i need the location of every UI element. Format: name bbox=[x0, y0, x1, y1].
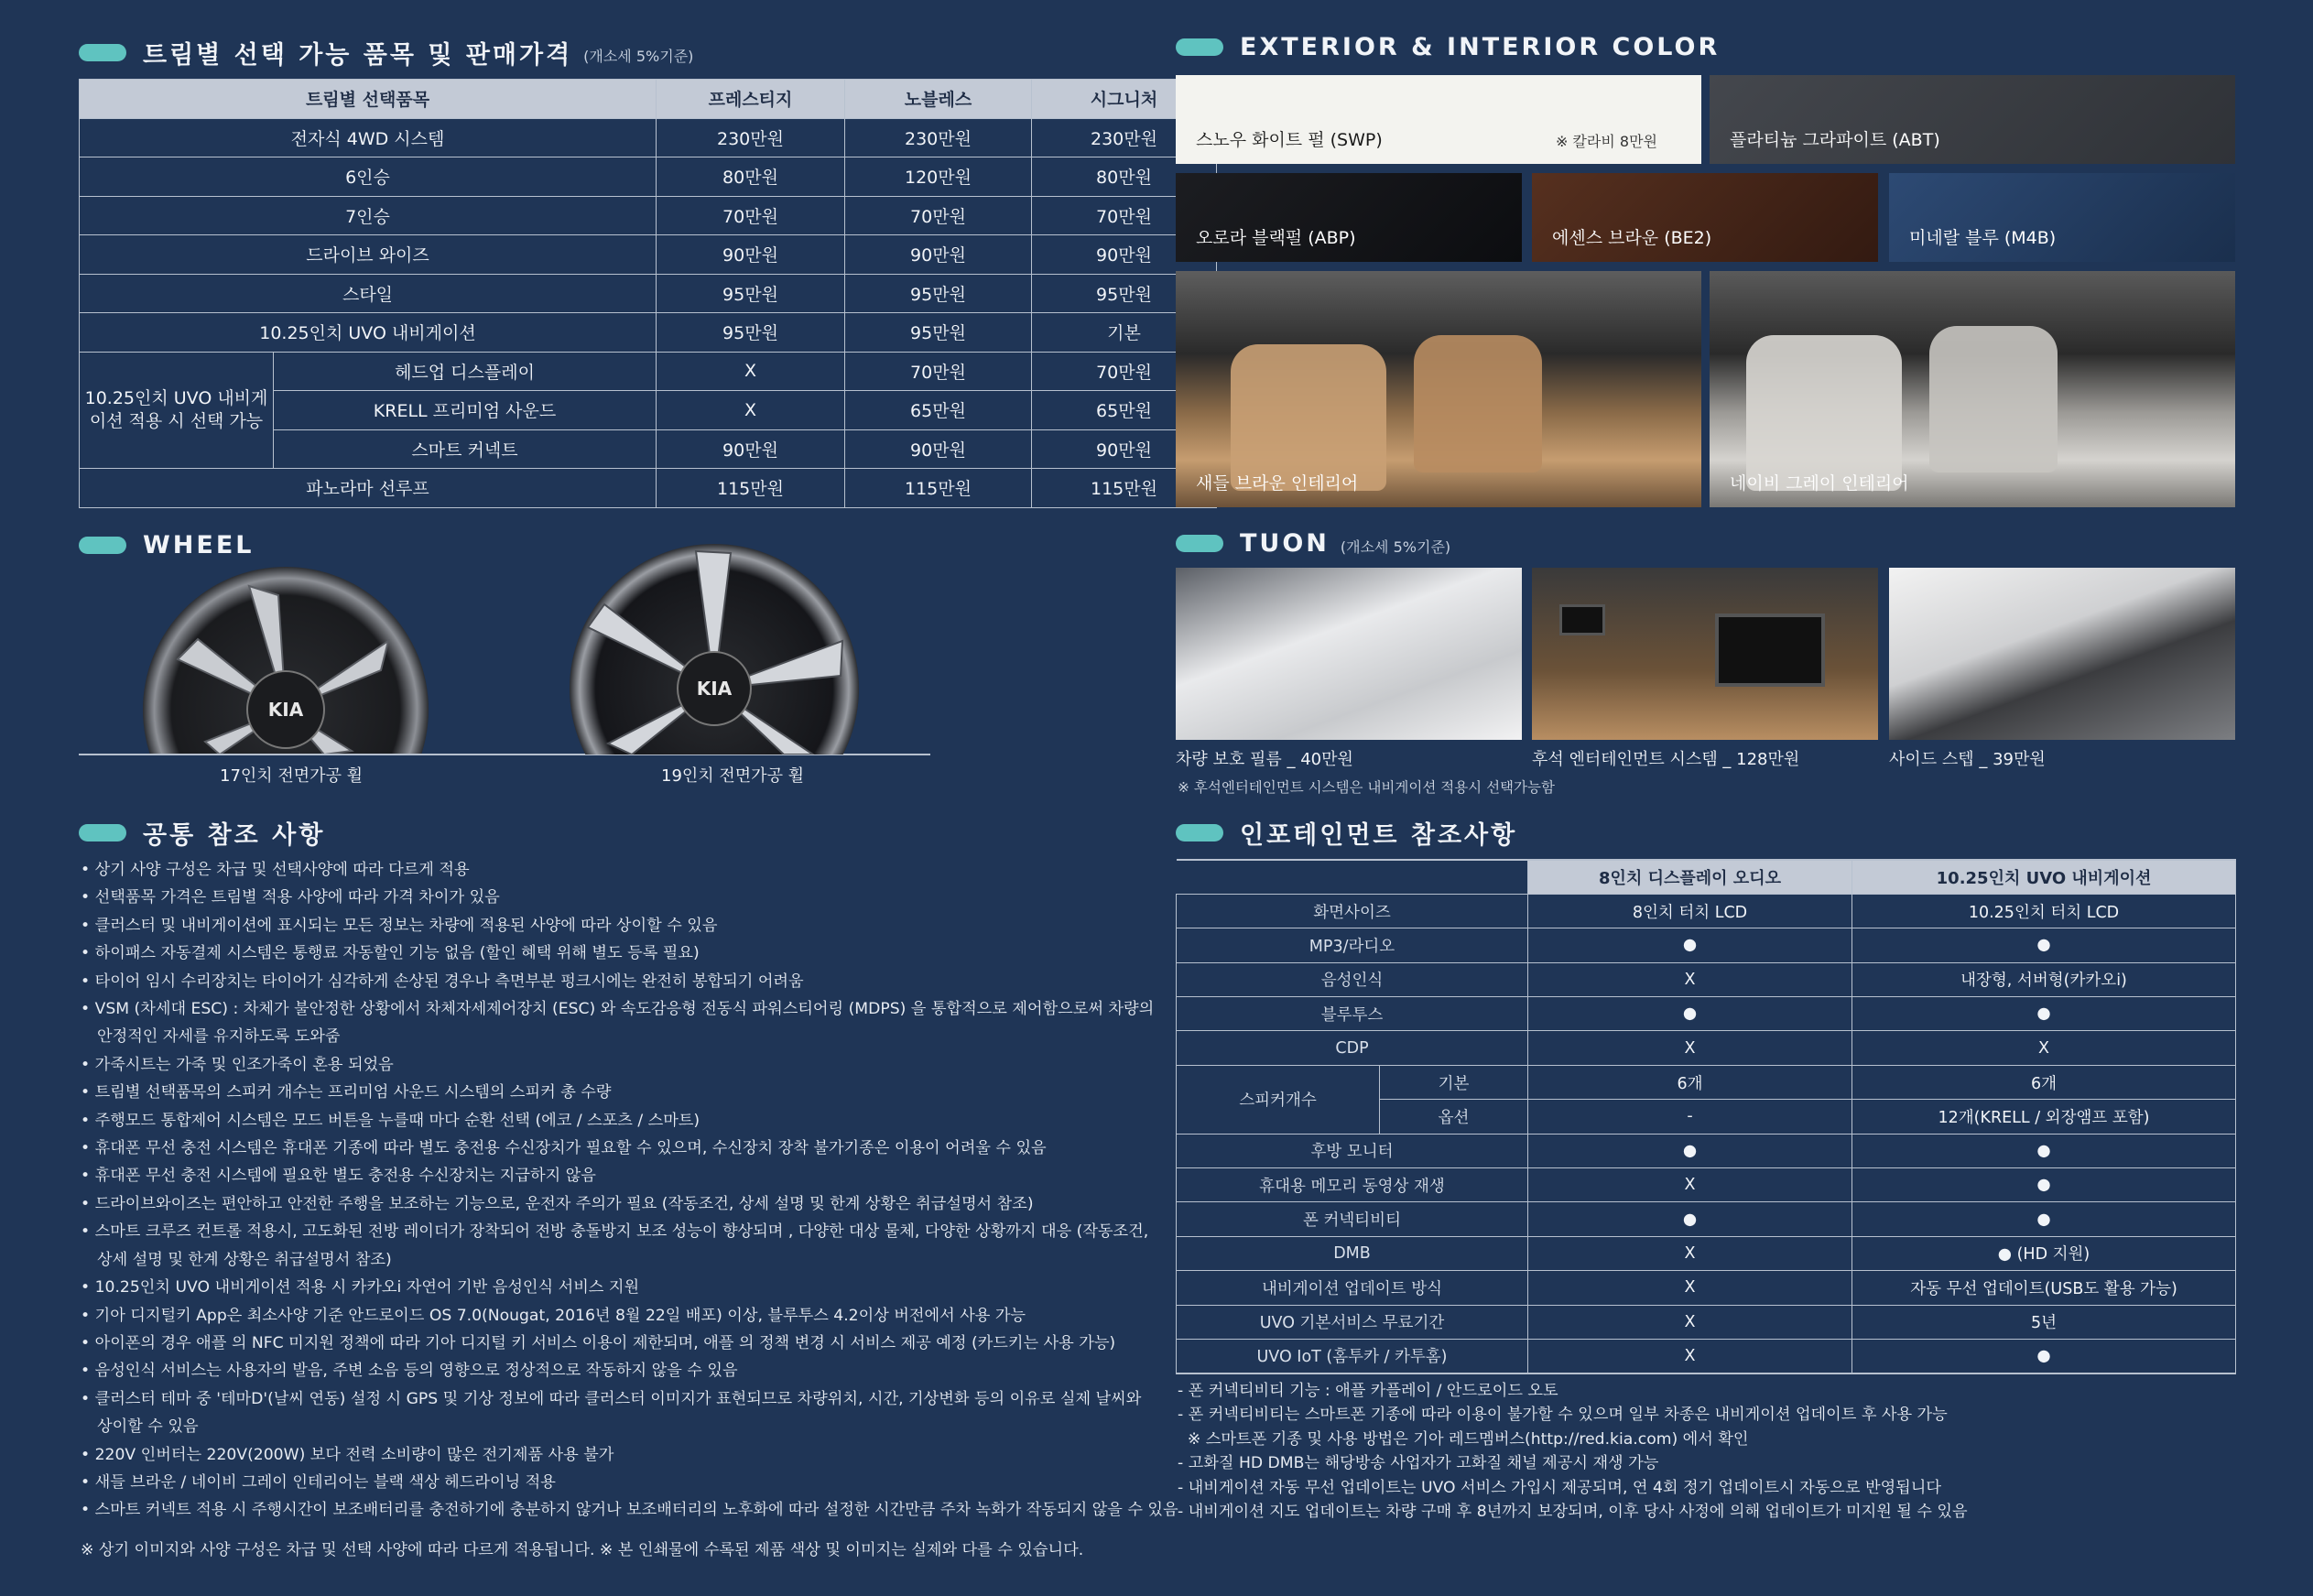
table-cell: 65만원 bbox=[845, 391, 1032, 430]
table-cell: 드라이브 와이즈 bbox=[80, 235, 657, 275]
row-label-cell: CDP bbox=[1177, 1031, 1528, 1065]
table-header-row bbox=[1177, 860, 2236, 894]
color-swatch-label: 플라티늄 그라파이트 (ABT) bbox=[1730, 130, 1940, 150]
info-section-heading bbox=[1176, 815, 1517, 851]
table-row bbox=[1177, 962, 2236, 996]
table-cell: 스마트 커넥트 bbox=[274, 429, 657, 469]
tuon-section-subtitle: (개소세 5%기준) bbox=[1340, 538, 1451, 556]
table-row bbox=[1177, 1271, 2236, 1305]
table-cell: - bbox=[1528, 1100, 1852, 1134]
list-item: • 220V 인버터는 220V(200W) 보다 전력 소비량이 많은 전기제품 사용 불가 bbox=[81, 1445, 614, 1464]
table-cell: 90만원 bbox=[1032, 429, 1217, 469]
list-item: • 스마트 커넥트 적용 시 주행시간이 보조배터리를 충전하기에 충분하지 않거나 보조배터리의 노후화에 따라 설정한 시간만큼 주차 녹화가 작동되지 않을 수 있음 bbox=[81, 1501, 1178, 1520]
table-row bbox=[1177, 1339, 2236, 1373]
list-item: • 음성인식 서비스는 사용자의 발음, 주변 소음 등의 영향으로 정상적으로 작동하지 않을 수 있음 bbox=[81, 1362, 738, 1381]
header-cell: 10.25인치 UVO 내비게이션 bbox=[1852, 860, 2236, 894]
table-cell: 6개 bbox=[1528, 1065, 1852, 1099]
list-item: • 휴대폰 무선 충전 시스템에 필요한 별도 충전용 수신장치는 지급하지 않음 bbox=[81, 1167, 596, 1186]
row-label-cell: 후방 모니터 bbox=[1177, 1134, 1528, 1167]
table-cell: 65만원 bbox=[1032, 391, 1217, 430]
color-swatch-label: 에센스 브라운 (BE2) bbox=[1552, 228, 1712, 248]
row-label-cell: 블루투스 bbox=[1177, 997, 1528, 1031]
table-cell: 95만원 bbox=[1032, 274, 1217, 313]
table-cell: X bbox=[1528, 1168, 1852, 1202]
table-cell: 90만원 bbox=[657, 235, 845, 275]
wheel-17-graphic bbox=[141, 559, 430, 755]
row-label-cell: 음성인식 bbox=[1177, 962, 1528, 996]
table-cell: ● bbox=[1852, 1168, 2236, 1202]
table-row bbox=[80, 235, 1217, 275]
common-section-heading bbox=[79, 815, 325, 851]
table-cell: X bbox=[1528, 1271, 1852, 1305]
interior-navy-gray-image bbox=[1710, 271, 2235, 507]
rear-screen-shape bbox=[1715, 613, 1825, 687]
table-row bbox=[80, 196, 1217, 235]
table-cell: ● bbox=[1528, 1134, 1852, 1167]
table-cell: 6개 bbox=[1852, 1065, 2236, 1099]
list-item: • 트림별 선택품목의 스피커 개수는 프리미엄 사운드 시스템의 스피커 총 수량 bbox=[81, 1083, 612, 1102]
trim-section-heading bbox=[79, 35, 693, 71]
table-row bbox=[80, 352, 1217, 391]
table-cell: ● bbox=[1852, 1202, 2236, 1236]
list-item: 안정적인 자세를 유지하도록 도와줌 bbox=[97, 1027, 341, 1047]
table-row bbox=[1177, 1065, 2236, 1099]
header-cell: 프레스티지 bbox=[657, 80, 845, 119]
color-swatch-mineral-blue bbox=[1889, 173, 2235, 262]
table-cell: 10.25인치 터치 LCD bbox=[1852, 894, 2236, 928]
info-section-title: 인포테인먼트 참조사항 bbox=[1240, 821, 1518, 850]
trim-options-table bbox=[79, 79, 1217, 508]
table-cell: 7인승 bbox=[80, 196, 657, 235]
seat-shape bbox=[1746, 335, 1902, 491]
table-cell: 95만원 bbox=[845, 313, 1032, 353]
tuon-caption: 사이드 스텝 _ 39만원 bbox=[1889, 750, 2046, 769]
table-cell: ● bbox=[1528, 1202, 1852, 1236]
color-section-heading bbox=[1176, 33, 1720, 61]
table-row bbox=[1177, 894, 2236, 928]
sub-label-cell: 옵션 bbox=[1380, 1100, 1528, 1134]
table-cell: 80만원 bbox=[1032, 157, 1217, 197]
color-swatch-label: 미네랄 블루 (M4B) bbox=[1909, 228, 2057, 248]
table-row bbox=[1177, 1202, 2236, 1236]
trim-section-title: 트림별 선택 가능 품목 및 판매가격 bbox=[143, 41, 573, 70]
list-item: • 상기 사양 구성은 차급 및 선택사양에 따라 다르게 적용 bbox=[81, 861, 470, 879]
note-line: ※ 스마트폰 기종 및 사용 방법은 기아 레드멤버스(http://red.kia.com) 에서 확인 bbox=[1178, 1429, 1749, 1449]
wheel-section-title: WHEEL bbox=[143, 531, 255, 559]
table-cell: 90만원 bbox=[1032, 235, 1217, 275]
table-cell: 230만원 bbox=[657, 118, 845, 157]
table-cell: 90만원 bbox=[657, 429, 845, 469]
tuon-caption: 후석 엔터테인먼트 시스템 _ 128만원 bbox=[1532, 750, 1800, 769]
table-cell: ● bbox=[1852, 1134, 2236, 1167]
row-label-cell: 휴대용 메모리 동영상 재생 bbox=[1177, 1168, 1528, 1202]
table-header-row bbox=[80, 80, 1217, 119]
wheel-section-heading bbox=[79, 531, 254, 559]
table-cell: 70만원 bbox=[845, 352, 1032, 391]
interior-label: 새들 브라운 인테리어 bbox=[1196, 473, 1359, 494]
seat-shape bbox=[1231, 344, 1386, 491]
list-item: • VSM (차세대 ESC) : 차체가 불안정한 상황에서 차체자세제어장치 (ESC) 와 속도감응형 전동식 파워스티어링 (MDPS) 을 통합적으로 제어함으로써 차량의 bbox=[81, 1000, 1155, 1019]
table-row bbox=[1177, 1168, 2236, 1202]
color-swatch-aurora-black bbox=[1176, 173, 1522, 262]
list-item: • 스마트 크루즈 컨트롤 적용시, 고도화된 전방 레이더가 장착되어 전방 충돌방지 보조 성능이 향상되며 , 다양한 대상 물체, 다양한 상황까지 대응 (작동조건, bbox=[81, 1222, 1149, 1242]
table-cell: ● (HD 지원) bbox=[1852, 1236, 2236, 1270]
table-cell: X bbox=[1528, 962, 1852, 996]
common-footnote: ※ 상기 이미지와 사양 구성은 차급 및 선택 사양에 따라 다르게 적용됩니다. ※ 본 인쇄물에 수록된 제품 색상 및 이미지는 실제와 다를 수 있습니다. bbox=[81, 1541, 1084, 1559]
row-label-cell: UVO 기본서비스 무료기간 bbox=[1177, 1305, 1528, 1339]
list-item: • 하이패스 자동결제 시스템은 통행료 자동할인 기능 없음 (할인 혜택 위해 별도 등록 필요) bbox=[81, 944, 700, 963]
table-cell: X bbox=[1528, 1305, 1852, 1339]
table-cell: 115만원 bbox=[845, 469, 1032, 508]
header-cell: 시그니처 bbox=[1032, 80, 1217, 119]
table-cell: 80만원 bbox=[657, 157, 845, 197]
list-item: • 휴대폰 무선 충전 시스템은 휴대폰 기종에 따라 별도 충전용 수신장치가 필요할 수 있으며, 수신장치 장착 불가기종은 이용이 어려울 수 있음 bbox=[81, 1139, 1047, 1158]
svg-text:KIA: KIA bbox=[696, 678, 733, 700]
header-cell-empty bbox=[1177, 860, 1528, 894]
table-cell: 헤드업 디스플레이 bbox=[274, 352, 657, 391]
table-cell: 10.25인치 UVO 내비게이션 bbox=[80, 313, 657, 353]
tuon-note: ※ 후석엔터테인먼트 시스템은 내비게이션 적용시 선택가능함 bbox=[1178, 779, 1555, 796]
row-label-cell: DMB bbox=[1177, 1236, 1528, 1270]
header-cell: 노블레스 bbox=[845, 80, 1032, 119]
group-label-cell: 10.25인치 UVO 내비게이션 적용 시 선택 가능 bbox=[80, 352, 274, 469]
table-cell: 120만원 bbox=[845, 157, 1032, 197]
table-cell: 70만원 bbox=[1032, 196, 1217, 235]
list-item: • 선택품목 가격은 트림별 적용 사양에 따라 가격 차이가 있음 bbox=[81, 888, 500, 907]
infotainment-table bbox=[1176, 859, 2236, 1374]
list-item: • 클러스터 테마 중 '테마D'(날씨 연동) 설정 시 GPS 및 기상 정보에 따라 클러스터 이미지가 표현되므로 차량위치, 시간, 기상변화 등의 이유로 실제 날씨와 bbox=[81, 1389, 1142, 1408]
table-cell: ● bbox=[1528, 997, 1852, 1031]
table-cell: 전자식 4WD 시스템 bbox=[80, 118, 657, 157]
table-cell: ● bbox=[1852, 1339, 2236, 1373]
section-marker bbox=[79, 537, 126, 554]
trim-section-subtitle: (개소세 5%기준) bbox=[583, 48, 694, 65]
common-section-title: 공통 참조 사항 bbox=[143, 821, 326, 850]
table-cell: 8인치 터치 LCD bbox=[1528, 894, 1852, 928]
color-section-title: EXTERIOR & INTERIOR COLOR bbox=[1240, 33, 1721, 61]
section-marker bbox=[1176, 824, 1223, 841]
section-marker bbox=[1176, 535, 1223, 552]
table-cell: 자동 무선 업데이트(USB도 활용 가능) bbox=[1852, 1271, 2236, 1305]
color-fee-note: ※ 칼라비 8만원 bbox=[1555, 133, 1657, 150]
table-row bbox=[80, 313, 1217, 353]
sub-label-cell: 기본 bbox=[1380, 1065, 1528, 1099]
header-cell: 8인치 디스플레이 오디오 bbox=[1528, 860, 1852, 894]
seat-shape bbox=[1414, 335, 1542, 472]
tuon-side-step-image bbox=[1889, 568, 2235, 740]
table-cell: 70만원 bbox=[845, 196, 1032, 235]
table-row bbox=[80, 157, 1217, 197]
row-label-cell: 화면사이즈 bbox=[1177, 894, 1528, 928]
table-row bbox=[80, 469, 1217, 508]
list-item: 상이할 수 있음 bbox=[97, 1417, 199, 1437]
section-marker bbox=[79, 824, 126, 841]
list-item: • 가죽시트는 가죽 및 인조가죽이 혼용 되었음 bbox=[81, 1055, 394, 1074]
section-marker bbox=[79, 44, 126, 61]
table-cell: 95만원 bbox=[657, 313, 845, 353]
table-cell: 95만원 bbox=[845, 274, 1032, 313]
list-item: • 타이어 임시 수리장치는 타이어가 심각하게 손상된 경우나 측면부분 펑크시에는 완전히 봉합되기 어려움 bbox=[81, 972, 804, 991]
note-line: - 내비게이션 지도 업데이트는 차량 구매 후 8년까지 보장되며, 이후 당사 사정에 의해 업데이트가 미지원 될 수 있음 bbox=[1178, 1503, 1968, 1522]
table-cell: X bbox=[657, 352, 845, 391]
table-cell: 230만원 bbox=[845, 118, 1032, 157]
table-row bbox=[1177, 1031, 2236, 1065]
table-cell: 95만원 bbox=[657, 274, 845, 313]
table-row bbox=[1177, 928, 2236, 962]
wheel-19-graphic bbox=[568, 540, 861, 755]
table-cell: ● bbox=[1528, 928, 1852, 962]
note-line: - 폰 커넥티비티 기능 : 애플 카플레이 / 안드로이드 오토 bbox=[1178, 1382, 1558, 1400]
row-label-cell: MP3/라디오 bbox=[1177, 928, 1528, 962]
note-line: - 폰 커넥티비티는 스마트폰 기종에 따라 이용이 불가할 수 있으며 일부 차종은 내비게이션 업데이트 후 사용 가능 bbox=[1178, 1406, 1948, 1425]
table-cell: KRELL 프리미엄 사운드 bbox=[274, 391, 657, 430]
wheel-17-caption: 17인치 전면가공 휠 bbox=[220, 766, 364, 786]
table-cell: 70만원 bbox=[1032, 352, 1217, 391]
color-swatch-platinum-graphite bbox=[1710, 75, 2235, 164]
table-cell: 90만원 bbox=[845, 235, 1032, 275]
table-cell: 70만원 bbox=[657, 196, 845, 235]
row-label-cell: 폰 커넥티비티 bbox=[1177, 1202, 1528, 1236]
common-notes-list bbox=[81, 856, 1178, 1525]
color-swatch-label: 오로라 블랙펄 (ABP) bbox=[1196, 228, 1356, 248]
table-cell: 12개(KRELL / 외장앰프 포함) bbox=[1852, 1100, 2236, 1134]
table-cell: X bbox=[1528, 1031, 1852, 1065]
table-cell: ● bbox=[1852, 997, 2236, 1031]
color-swatch-essence-brown bbox=[1532, 173, 1878, 262]
note-line: - 내비게이션 자동 무선 업데이트는 UVO 서비스 가입시 제공되며, 연 4회 정기 업데이트시 자동으로 반영됩니다 bbox=[1178, 1478, 1941, 1497]
wheel-19-caption: 19인치 전면가공 휠 bbox=[661, 766, 805, 786]
list-item: • 10.25인치 UVO 내비게이션 적용 시 카카오i 자연어 기반 음성인식 서비스 지원 bbox=[81, 1278, 640, 1297]
table-cell: 5년 bbox=[1852, 1305, 2236, 1339]
table-row bbox=[1177, 1305, 2236, 1339]
table-cell: 기본 bbox=[1032, 313, 1217, 353]
table-row bbox=[80, 274, 1217, 313]
table-cell: ● bbox=[1852, 928, 2236, 962]
table-cell: X bbox=[1528, 1236, 1852, 1270]
table-cell: X bbox=[1528, 1339, 1852, 1373]
rear-screen-shape bbox=[1559, 604, 1605, 635]
table-cell: 230만원 bbox=[1032, 118, 1217, 157]
list-item: 상세 설명 및 한계 상황은 취급설명서 참조) bbox=[97, 1250, 392, 1269]
table-cell: 파노라마 선루프 bbox=[80, 469, 657, 508]
wheel-17-image bbox=[141, 559, 430, 755]
section-marker bbox=[1176, 38, 1223, 56]
interior-label: 네이비 그레이 인테리어 bbox=[1730, 473, 1909, 494]
svg-text:KIA: KIA bbox=[267, 699, 304, 721]
table-row bbox=[80, 118, 1217, 157]
interior-saddle-brown-image bbox=[1176, 271, 1701, 507]
list-item: • 주행모드 통합제어 시스템은 모드 버튼을 누를때 마다 순환 선택 (에코 / 스포츠 / 스마트) bbox=[81, 1111, 700, 1130]
list-item: • 드라이브와이즈는 편안하고 안전한 주행을 보조하는 기능으로, 운전자 주의가 필요 (작동조건, 상세 설명 및 한계 상황은 취급설명서 참조) bbox=[81, 1194, 1034, 1213]
color-swatch-snow-white bbox=[1176, 75, 1701, 164]
tuon-rear-entertainment-image bbox=[1532, 568, 1878, 740]
note-line: - 고화질 HD DMB는 해당방송 사업자가 고화질 채널 제공시 재생 가능 bbox=[1178, 1454, 1659, 1473]
table-cell: 90만원 bbox=[845, 429, 1032, 469]
tuon-section-title: TUON bbox=[1240, 529, 1330, 558]
table-cell: 115만원 bbox=[657, 469, 845, 508]
color-swatch-label: 스노우 화이트 펄 (SWP) bbox=[1196, 130, 1383, 150]
table-cell: 내장형, 서버형(카카오i) bbox=[1852, 962, 2236, 996]
table-cell: 115만원 bbox=[1032, 469, 1217, 508]
list-item: • 클러스터 및 내비게이션에 표시되는 모든 정보는 차량에 적용된 사양에 따라 상이할 수 있음 bbox=[81, 916, 718, 935]
list-item: • 기아 디지털키 App은 최소사양 기준 안드로이드 OS 7.0(Nougat, 2016년 8월 22일 배포) 이상, 블루투스 4.2이상 버전에서 사용 가능 bbox=[81, 1306, 1026, 1325]
table-cell: X bbox=[1852, 1031, 2236, 1065]
header-cell: 트림별 선택품목 bbox=[80, 80, 657, 119]
tuon-protection-film-image bbox=[1176, 568, 1522, 740]
wheel-19-image bbox=[568, 540, 861, 755]
row-label-cell: 내비게이션 업데이트 방식 bbox=[1177, 1271, 1528, 1305]
infotainment-notes bbox=[1178, 1379, 1968, 1524]
row-label-cell: UVO IoT (홈투카 / 카투홈) bbox=[1177, 1339, 1528, 1373]
table-row bbox=[1177, 1134, 2236, 1167]
list-item: • 새들 브라운 / 네이비 그레이 인테리어는 블랙 색상 헤드라이닝 적용 bbox=[81, 1472, 556, 1492]
list-item: • 아이폰의 경우 애플 의 NFC 미지원 정책에 따라 기아 디지털 키 서비스 이용이 제한되며, 애플 의 정책 변경 시 서비스 제공 예정 (카드키는 사용 가능) bbox=[81, 1333, 1116, 1352]
tuon-caption: 차량 보호 필름 _ 40만원 bbox=[1176, 750, 1353, 769]
table-row bbox=[1177, 997, 2236, 1031]
table-cell: 스타일 bbox=[80, 274, 657, 313]
table-cell: 6인승 bbox=[80, 157, 657, 197]
tuon-section-heading bbox=[1176, 529, 1450, 558]
table-row bbox=[1177, 1236, 2236, 1270]
table-cell: X bbox=[657, 391, 845, 430]
row-label-cell: 스피커개수 bbox=[1177, 1065, 1380, 1134]
seat-shape bbox=[1929, 326, 2058, 472]
